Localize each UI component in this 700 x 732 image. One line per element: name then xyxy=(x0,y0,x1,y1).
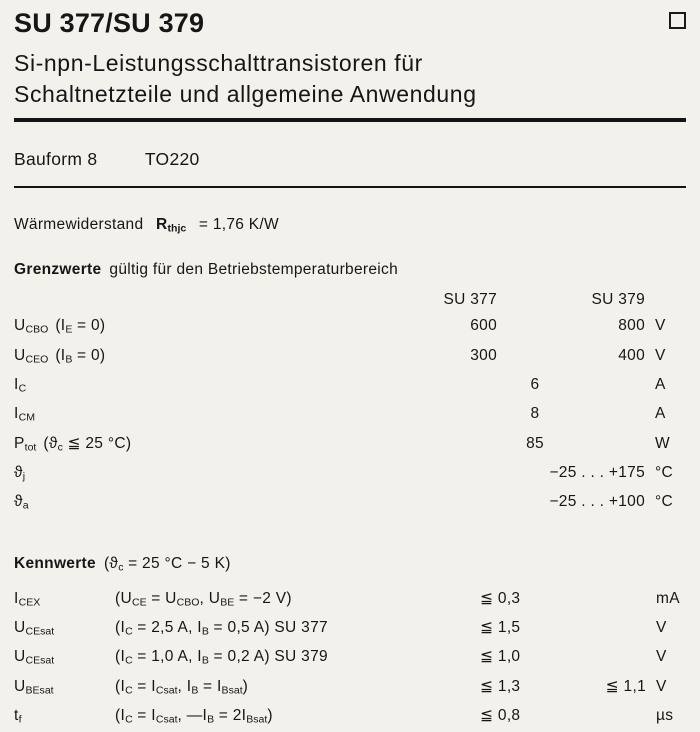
value-su377: 300 xyxy=(407,343,497,368)
bauform-line xyxy=(14,148,686,170)
kennwerte-table xyxy=(14,586,686,732)
value-su379: 800 xyxy=(497,313,645,338)
column-header-su377: SU 377 xyxy=(407,289,497,311)
unit: W xyxy=(645,431,686,456)
param-symbol: $U_{CEO}$ xyxy=(14,347,48,364)
param-symbol: $I_{CEX}$ xyxy=(14,586,115,615)
param-symbol: $U_{CEsat}$ xyxy=(14,615,115,644)
subtitle xyxy=(14,48,686,110)
param-symbol: $P_{tot}$ xyxy=(14,435,36,452)
kennwerte-heading xyxy=(14,553,686,578)
param-condition: $(I_B = 0)$ xyxy=(55,347,105,364)
value-common: 8 xyxy=(407,401,645,426)
subtitle-line-2: Schaltnetzteile und allgemeine Anwendung xyxy=(14,79,686,110)
param-condition: ($I_C = I_{Csat}$, $—I_B = 2I_{Bsat}$) xyxy=(115,707,273,724)
unit: A xyxy=(645,372,686,397)
table-row xyxy=(14,343,686,372)
unit: V xyxy=(645,343,686,368)
bauform-package: TO220 xyxy=(145,149,200,169)
unit: A xyxy=(645,401,686,426)
param-symbol: $U_{BEsat}$ xyxy=(14,674,115,703)
param-symbol: $U_{CBO}$ xyxy=(14,317,48,334)
thermal-symbol: $R_{thjc}$ xyxy=(156,216,186,233)
table-row xyxy=(14,703,686,732)
subtitle-line-1: Si-npn-Leistungsschalttransistoren für xyxy=(14,48,686,79)
unit: °C xyxy=(645,489,686,514)
kennwerte-heading-rest: ($ϑ_c = 25$ °C − 5 K) xyxy=(104,555,231,572)
divider-thin xyxy=(14,186,686,188)
value-range: −25 . . . +175 xyxy=(407,460,645,485)
thermal-label: Wärmewiderstand xyxy=(14,216,143,233)
value-common: 85 xyxy=(407,431,645,456)
kennwerte-heading-word: Kennwerte xyxy=(14,555,96,572)
unit: V xyxy=(646,674,686,699)
grenzwerte-heading-rest: gültig für den Betriebstemperaturbereich xyxy=(109,261,398,278)
thermal-value: = 1,76 K/W xyxy=(199,216,279,233)
page-title: SU 377/SU 379 xyxy=(14,8,204,38)
value-su377: ≦ 1,3 xyxy=(480,674,566,699)
table-row xyxy=(14,401,686,430)
param-condition: ($ϑ_c$ ≦ 25 °C) xyxy=(43,435,131,452)
corner-square-icon xyxy=(669,12,686,29)
table-row xyxy=(14,615,686,644)
param-symbol: $ϑ_a$ xyxy=(14,493,29,510)
table-row xyxy=(14,372,686,401)
value-range: −25 . . . +100 xyxy=(407,489,645,514)
table-row xyxy=(14,431,686,460)
grenzwerte-heading-word: Grenzwerte xyxy=(14,261,101,278)
table-row xyxy=(14,586,686,615)
value-su379: 400 xyxy=(497,343,645,368)
unit: mA xyxy=(646,586,686,611)
value-su377: ≦ 1,5 xyxy=(480,615,566,640)
param-symbol: $I_{CM}$ xyxy=(14,405,35,422)
value-su377: ≦ 1,0 xyxy=(480,644,566,669)
kennwerte-section xyxy=(14,553,686,732)
param-condition: ($I_C = 1,0$ A, $I_B = 0,2$ A) SU 379 xyxy=(115,648,328,665)
grenzwerte-table xyxy=(14,313,686,518)
value-common: 6 xyxy=(407,372,645,397)
grenzwerte-section xyxy=(14,259,686,518)
unit: V xyxy=(645,313,686,338)
table-row xyxy=(14,460,686,489)
unit: µs xyxy=(646,703,686,728)
value-su377: ≦ 0,3 xyxy=(480,586,566,611)
param-symbol: $I_C$ xyxy=(14,376,26,393)
param-symbol: $U_{CEsat}$ xyxy=(14,644,115,673)
table-row xyxy=(14,644,686,673)
thermal-resistance-line xyxy=(14,214,686,239)
divider-thick xyxy=(14,118,686,122)
column-header-su379: SU 379 xyxy=(497,289,645,311)
table-row xyxy=(14,674,686,703)
param-condition: $(I_E = 0)$ xyxy=(55,317,105,334)
param-condition: ($U_{CE} = U_{CBO}$, $U_{BE} = -2$ V) xyxy=(115,590,292,607)
unit: V xyxy=(646,644,686,669)
param-condition: ($I_C = 2,5$ A, $I_B = 0,5$ A) SU 377 xyxy=(115,619,328,636)
column-header-row xyxy=(14,289,686,311)
param-symbol: $t_f$ xyxy=(14,703,115,732)
value-su377: 600 xyxy=(407,313,497,338)
bauform-label: Bauform 8 xyxy=(14,148,140,170)
table-row xyxy=(14,489,686,518)
table-row xyxy=(14,313,686,342)
unit: V xyxy=(646,615,686,640)
grenzwerte-heading xyxy=(14,259,686,281)
header xyxy=(14,8,686,38)
value-su379: ≦ 1,1 xyxy=(566,674,646,699)
param-symbol: $ϑ_j$ xyxy=(14,464,25,481)
unit: °C xyxy=(645,460,686,485)
value-su377: ≦ 0,8 xyxy=(480,703,566,728)
param-condition: ($I_C = I_{Csat}$, $I_B = I_{Bsat}$) xyxy=(115,678,248,695)
